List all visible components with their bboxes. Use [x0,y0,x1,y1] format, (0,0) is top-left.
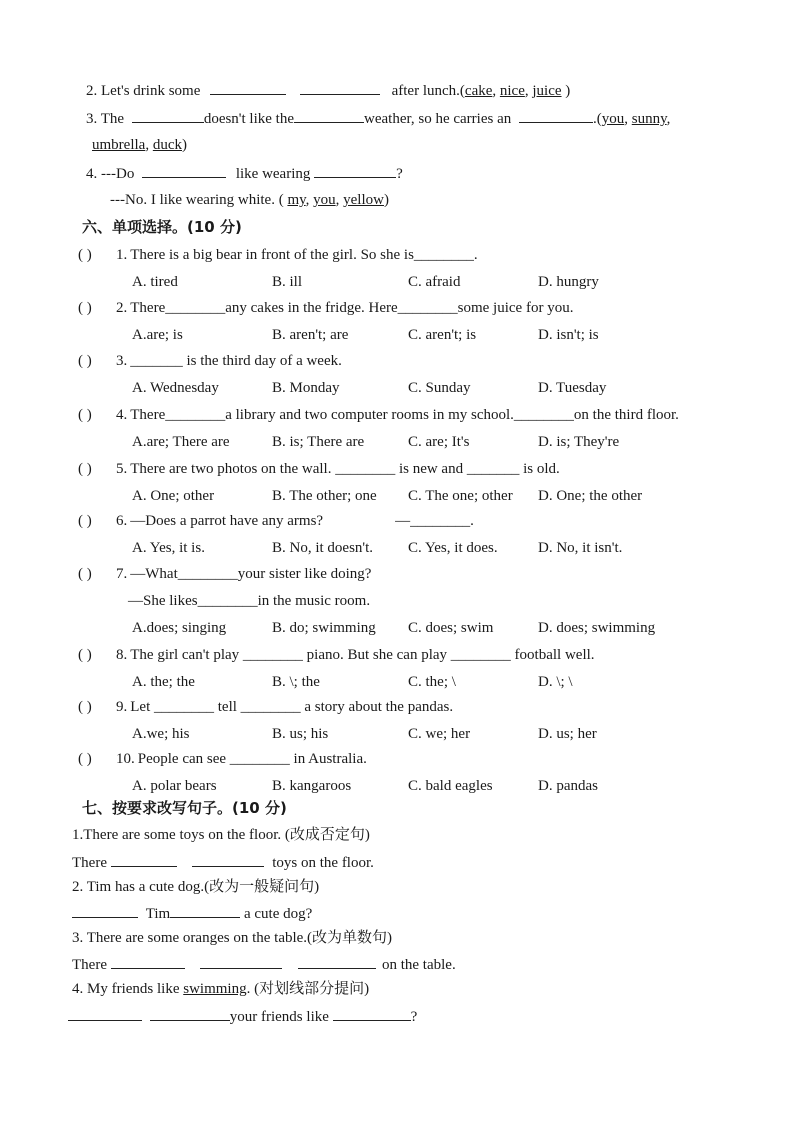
answer-blank[interactable] [294,108,364,123]
answer-blank[interactable] [519,108,593,123]
mc-question [78,511,474,531]
rewrite-answer-3 [72,954,456,975]
question-stem: _______ is the third day of a week. [130,353,342,369]
option-b[interactable]: B. kangaroos [272,778,352,794]
option-a[interactable]: A. the; the [132,674,195,690]
option-a[interactable]: A.are; is [132,327,183,343]
option-c[interactable]: C. The one; other [408,488,513,504]
rewrite-question-3: 3. There are some oranges on the table.(改为单数句) [72,930,393,946]
question-number: 7. [116,566,128,582]
option-d[interactable]: D. Tuesday [538,380,607,396]
option-a[interactable]: A.does; singing [132,620,227,636]
fill-question-4 [86,163,403,184]
underlined-word: swimming [183,981,247,997]
mc-question [78,405,679,425]
answer-blank[interactable] [142,163,226,178]
hint-word: duck [152,137,182,153]
bracket: ) [182,137,187,153]
question-stem-reply: —________. [395,513,474,529]
question-number: 4. [86,166,98,182]
answer-text: ? [410,1009,418,1025]
answer-bracket[interactable]: ( ) [78,647,92,663]
fill-question-2: 2. Let's drink some after lunch.(cake, nice, juice ) [86,80,570,101]
question-number: 2. [86,83,98,99]
answer-bracket[interactable]: ( ) [78,247,92,263]
option-b[interactable]: B. The other; one [272,488,377,504]
question-stem: —Does a parrot have any arms? [130,513,324,529]
question-number: 3. [116,353,128,369]
question-text: 4. My friends like [72,981,184,997]
option-d[interactable]: D. is; They're [538,434,620,450]
hint-word: juice [532,83,562,99]
option-d[interactable]: D. does; swimming [538,620,656,636]
answer-blank[interactable] [200,954,282,969]
rewrite-answer-1 [72,852,374,873]
option-d[interactable]: D. \; \ [538,674,573,690]
option-a[interactable]: A.are; There are [132,434,230,450]
question-number: 9. [116,699,128,715]
question-number: 3. [86,111,98,127]
question-stem: There________a library and two computer rooms in my school.________on the third floor. [130,407,679,423]
question-text: Let's drink some [101,83,201,99]
question-text: weather, so he carries an [364,111,512,127]
answer-blank[interactable] [111,954,185,969]
hint-word: sunny [631,111,667,127]
mc-question [78,645,595,665]
question-number: 10. [116,751,135,767]
question-text: The [100,111,125,127]
option-d[interactable]: D. pandas [538,778,598,794]
option-d[interactable]: D. isn't; is [538,327,599,343]
answer-bracket[interactable]: ( ) [78,300,92,316]
option-b[interactable]: B. aren't; are [272,327,349,343]
answer-bracket[interactable]: ( ) [78,566,92,582]
answer-blank[interactable] [192,852,264,867]
answer-text: your friends like [229,1009,329,1025]
option-b[interactable]: B. ill [272,274,303,290]
answer-bracket[interactable]: ( ) [78,461,92,477]
question-stem-reply: —She likes________in the music room. [128,593,371,609]
hint-word: yellow [343,192,384,208]
option-c[interactable]: C. afraid [408,274,461,290]
hint-word: you [601,111,625,127]
answer-bracket[interactable]: ( ) [78,513,92,529]
answer-blank[interactable] [150,1006,230,1021]
option-a[interactable]: A. polar bears [132,778,217,794]
answer-blank[interactable] [298,954,376,969]
hint-word: nice [499,83,525,99]
answer-text: on the table. [381,957,456,973]
question-stem: —What________your sister like doing? [130,566,372,582]
mc-question [78,459,560,479]
option-c[interactable]: C. bald eagles [408,778,493,794]
question-text: . (对划线部分提问) [246,981,370,997]
rewrite-answer-2 [72,903,312,924]
answer-text: a cute dog? [243,906,313,922]
option-d[interactable]: D. us; her [538,726,597,742]
option-c[interactable]: C. the; \ [408,674,456,690]
question-text: ---Do [101,166,135,182]
question-text: ---No. I like wearing white. ( [110,192,284,208]
answer-blank[interactable] [210,80,286,95]
question-number: 1. [116,247,128,263]
option-c[interactable]: C. aren't; is [408,327,477,343]
answer-bracket[interactable]: ( ) [78,699,92,715]
answer-bracket[interactable]: ( ) [78,751,92,767]
bracket: ) [565,83,571,99]
rewrite-question-1: 1.There are some toys on the floor. (改成否定句) [72,827,370,843]
answer-text: There [72,855,107,871]
answer-blank[interactable] [132,108,204,123]
question-stem: People can see ________ in Australia. [137,751,367,767]
option-c[interactable]: C. Yes, it does. [408,540,498,556]
option-b[interactable]: B. \; the [272,674,320,690]
answer-bracket[interactable]: ( ) [78,407,92,423]
option-b[interactable]: B. is; There are [272,434,365,450]
fill-question-4-answer: ---No. I like wearing white. ( my, you, yellow) [110,192,389,208]
answer-blank[interactable] [111,852,177,867]
question-stem: The girl can't play ________ piano. But she can play ________ football well. [130,647,595,663]
rewrite-answer-4 [68,1006,417,1027]
mc-question [78,351,342,371]
answer-blank[interactable] [314,163,396,178]
question-number: 5. [116,461,128,477]
question-stem: There________any cakes in the fridge. Here________some juice for you. [130,300,574,316]
section-6-title: 六、单项选择。(10 分) [82,218,242,236]
mc-question [78,697,453,717]
question-number: 8. [116,647,128,663]
option-a[interactable]: A. Yes, it is. [132,540,205,556]
question-text: doesn't like the [203,111,294,127]
option-d[interactable]: D. No, it isn't. [538,540,623,556]
answer-bracket[interactable]: ( ) [78,353,92,369]
question-number: 6. [116,513,128,529]
option-c[interactable]: C. Sunday [408,380,471,396]
option-a[interactable]: A. tired [132,274,178,290]
question-stem: Let ________ tell ________ a story about the pandas. [130,699,454,715]
mc-question [78,245,478,265]
question-stem: There is a big bear in front of the girl. So she is________. [130,247,478,263]
option-b[interactable]: B. do; swimming [272,620,376,636]
option-c[interactable]: C. does; swim [408,620,494,636]
mc-question [78,564,371,584]
option-b[interactable]: B. Monday [272,380,340,396]
option-a[interactable]: A. One; other [132,488,215,504]
hint-word: umbrella [92,137,146,153]
answer-text: There [72,957,107,973]
question-text: like wearing [235,166,311,182]
answer-blank[interactable] [300,80,380,95]
option-b[interactable]: B. us; his [272,726,329,742]
answer-text: toys on the floor. [272,855,374,871]
answer-blank[interactable] [170,903,240,918]
bracket: ) [383,192,389,208]
option-b[interactable]: B. No, it doesn't. [272,540,374,556]
fill-question-3-cont: umbrella, duck) [92,137,187,153]
question-stem: There are two photos on the wall. ________ is new and _______ is old. [130,461,560,477]
option-c[interactable]: C. are; It's [408,434,470,450]
option-d[interactable]: D. One; the other [538,488,643,504]
section-7-title: 七、按要求改写句子。(10 分) [82,799,287,817]
option-a[interactable]: A.we; his [132,726,190,742]
bracket: .( [593,111,602,127]
answer-text: Tim [145,906,171,922]
rewrite-question-4 [72,979,369,999]
answer-blank[interactable] [72,903,138,918]
option-d[interactable]: D. hungry [538,274,599,290]
hint-word: you [313,192,336,208]
mc-question [78,749,367,769]
question-text: after lunch.( [391,83,465,99]
hint-word: cake [464,83,493,99]
question-number: 2. [116,300,128,316]
answer-blank[interactable] [68,1006,142,1021]
question-text: ? [396,166,403,182]
option-c[interactable]: C. we; her [408,726,471,742]
hint-word: my [287,192,306,208]
answer-blank[interactable] [333,1006,411,1021]
rewrite-question-2: 2. Tim has a cute dog.(改为一般疑问句) [72,879,320,895]
fill-question-3: 3. The doesn't like the weather, so he carries an .(you, sunny, [86,108,670,129]
question-number: 4. [116,407,128,423]
option-a[interactable]: A. Wednesday [132,380,219,396]
mc-question [78,298,573,318]
